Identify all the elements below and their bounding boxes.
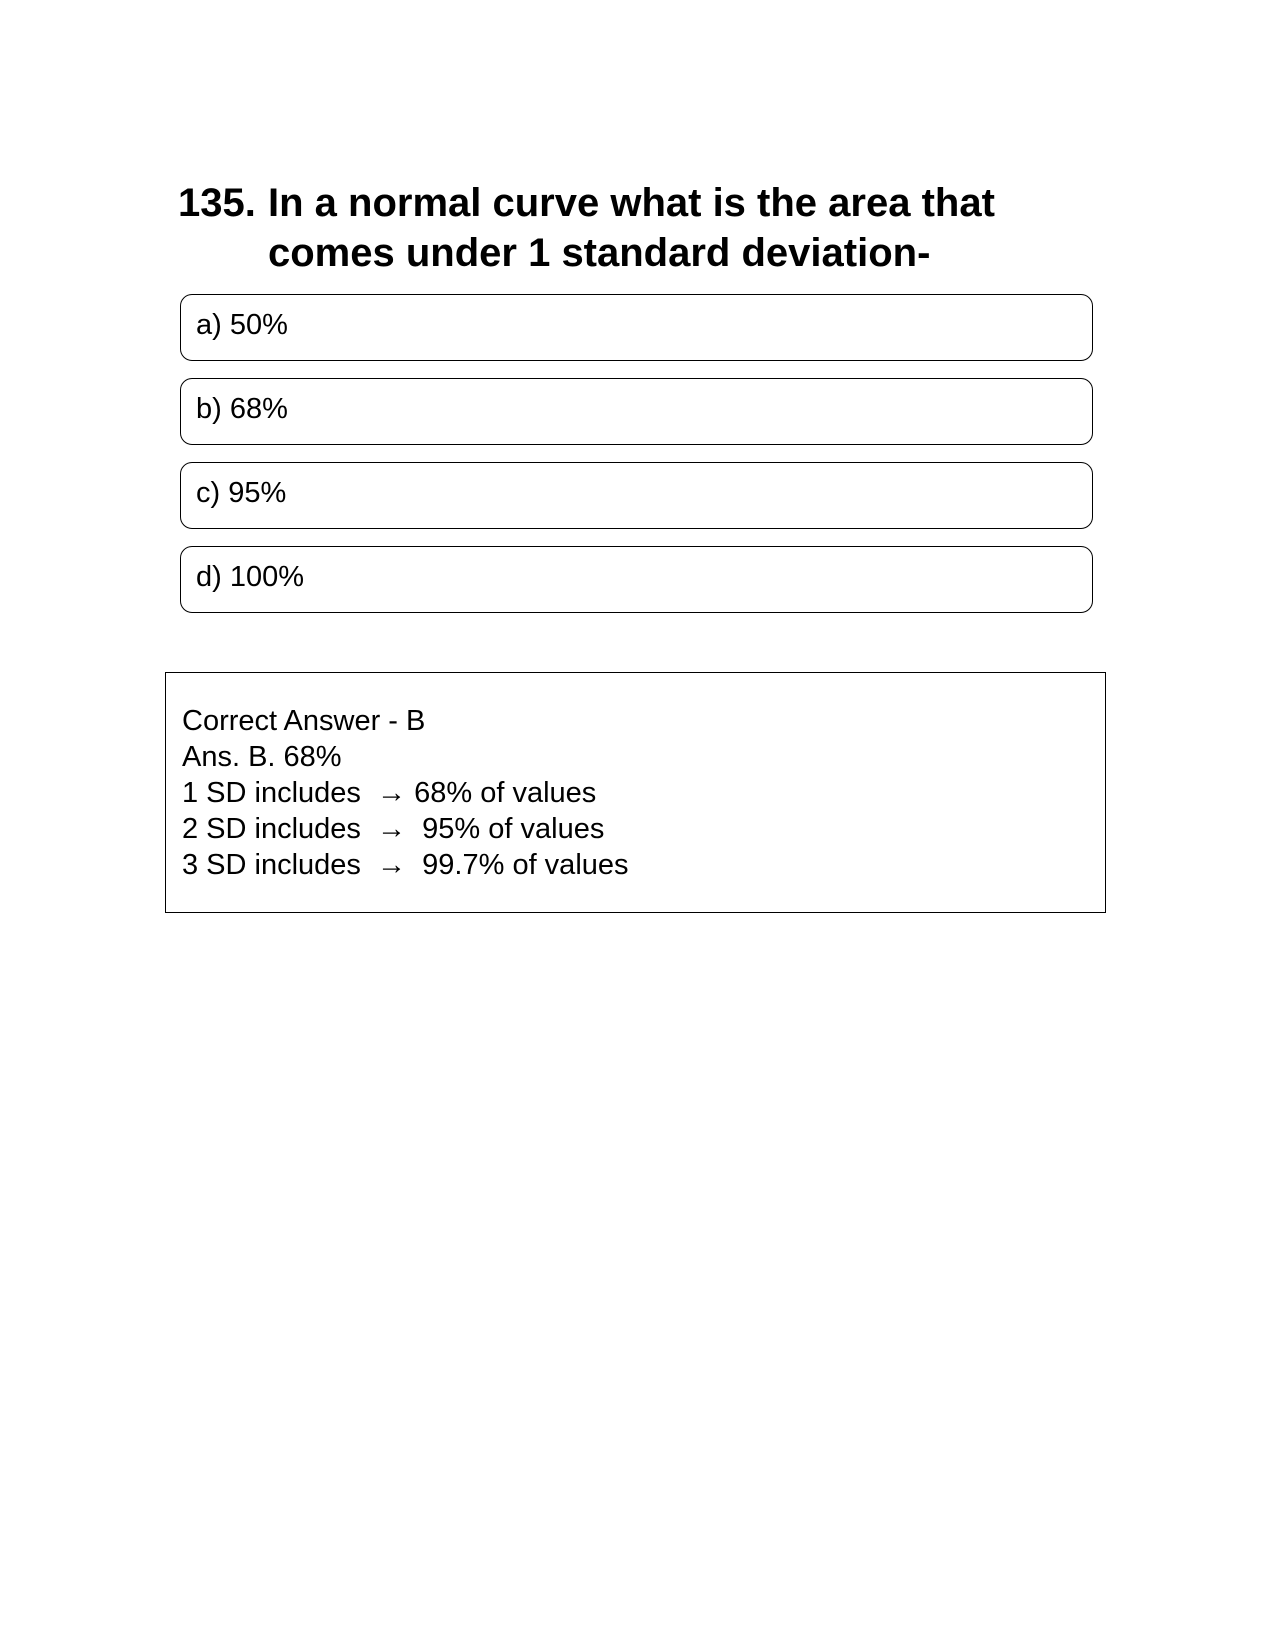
option-d-label: d) 100% [196, 561, 305, 593]
option-c-label: c) 95% [196, 477, 287, 509]
explanation-line-2sd: 2 SD includes → 95% of values [182, 813, 605, 845]
question-text: In a normal curve what is the area that comes under 1 standard deviation- [268, 181, 995, 275]
explanation-line-3sd: 3 SD includes → 99.7% of values [182, 849, 629, 881]
option-b-label: b) 68% [196, 393, 288, 425]
answer-value-line: Ans. B. 68% [182, 741, 342, 773]
option-b[interactable] [180, 378, 1093, 445]
explanation-line-1sd: 1 SD includes → 68% of values [182, 777, 597, 809]
option-a-label: a) 50% [196, 309, 288, 341]
correct-answer-line: Correct Answer - B [182, 705, 426, 737]
option-c[interactable] [180, 462, 1093, 529]
answer-box [165, 672, 1106, 913]
option-d[interactable] [180, 546, 1093, 613]
options-list [180, 294, 1093, 630]
question-heading [178, 178, 1078, 278]
option-a[interactable] [180, 294, 1093, 361]
question-number: 135. [178, 181, 256, 225]
